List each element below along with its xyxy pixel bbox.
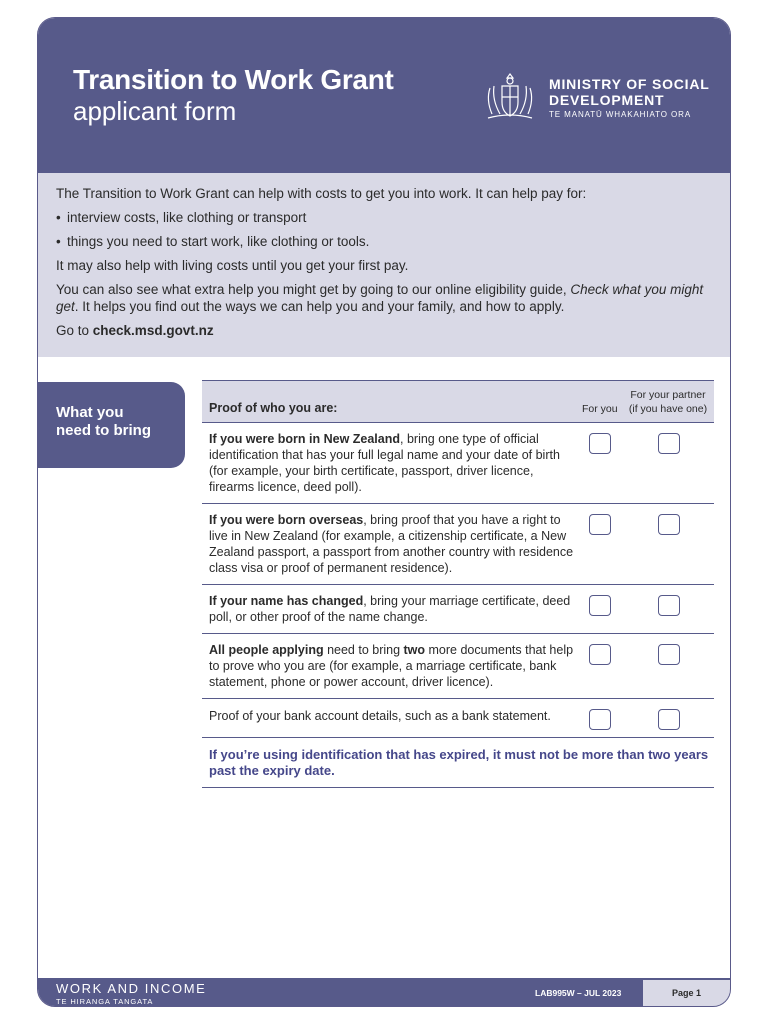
checklist-row: If you were born in New Zealand, bring one type of official identification that has your full legal name and your date of birth (for example, your birth certificate, passport, driver licence, firearms licence, deed poll).: [202, 423, 714, 504]
intro-bullet: • interview costs, like clothing or transport: [56, 210, 307, 225]
expired-id-note: If you’re using identification that has expired, it must not be more than two years past the expiry date.: [202, 738, 714, 788]
form-page: [37, 17, 731, 1007]
ministry-name-line2: DEVELOPMENT: [549, 92, 665, 108]
footer-brand: WORK AND INCOME: [56, 981, 207, 996]
checklist-row: Proof of your bank account details, such as a bank statement.: [202, 699, 714, 738]
checklist-row: If your name has changed, bring your marriage certificate, deed poll, or other proof of the name change.: [202, 585, 714, 634]
checkbox-for-partner[interactable]: [658, 709, 680, 730]
section-tab: What you need to bring: [38, 382, 185, 468]
checkbox-for-partner[interactable]: [658, 644, 680, 665]
checklist-row: If you were born overseas, bring proof that you have a right to live in New Zealand (for example, a citizenship certificate, a New Zealand passport, a passport from another country with residence class visa or proof of permanent residence).: [202, 504, 714, 585]
form-footer: [38, 978, 730, 1007]
checkbox-for-you[interactable]: [589, 644, 611, 665]
checkbox-for-partner[interactable]: [658, 433, 680, 454]
eligibility-link[interactable]: check.msd.govt.nz: [92, 323, 214, 338]
header-proof-label: Proof of who you are:: [209, 401, 338, 415]
header-for-partner: For your partner: [630, 389, 706, 401]
form-title: Transition to Work Grant: [73, 64, 394, 95]
checkbox-for-you[interactable]: [589, 595, 611, 616]
ministry-name-line1: MINISTRY OF SOCIAL: [549, 76, 710, 92]
form-subtitle: applicant form: [73, 96, 237, 126]
checkbox-for-you[interactable]: [589, 433, 611, 454]
checkbox-for-you[interactable]: [589, 709, 611, 730]
checklist-row: All people applying need to bring two more documents that help to prove who you are (for example, a marriage certificate, bank statement, phone or power account, driver licence).: [202, 634, 714, 699]
intro-bullet: • things you need to start work, like clothing or tools.: [56, 234, 370, 249]
form-code: LAB995W – JUL 2023: [535, 988, 622, 998]
intro-link-line: Go to check.msd.govt.nz: [56, 323, 214, 338]
coat-of-arms-icon: [482, 70, 538, 122]
checkbox-for-partner[interactable]: [658, 514, 680, 535]
header-partner-note: (if you have one): [628, 403, 708, 415]
checkbox-for-you[interactable]: [589, 514, 611, 535]
intro-section: [38, 173, 730, 357]
page-number: Page 1: [643, 980, 730, 1006]
intro-paragraph: It may also help with living costs until you get your first pay.: [56, 258, 409, 273]
ministry-maori-name: TE MANATŪ WHAKAHIATO ORA: [549, 110, 692, 119]
header-for-you: For you: [582, 403, 618, 415]
documents-checklist: [202, 380, 714, 788]
intro-paragraph: You can also see what extra help you might get by going to our online eligibility guide, Check what you might get. It helps you find out the ways we can help you and your family, and how to apply.: [56, 282, 704, 314]
checkbox-for-partner[interactable]: [658, 595, 680, 616]
intro-paragraph: The Transition to Work Grant can help with costs to get you into work. It can help pay for:: [56, 186, 587, 201]
form-header: [38, 18, 730, 173]
checklist-header: [202, 380, 714, 423]
footer-brand-maori: TE HIRANGA TANGATA: [56, 997, 154, 1006]
